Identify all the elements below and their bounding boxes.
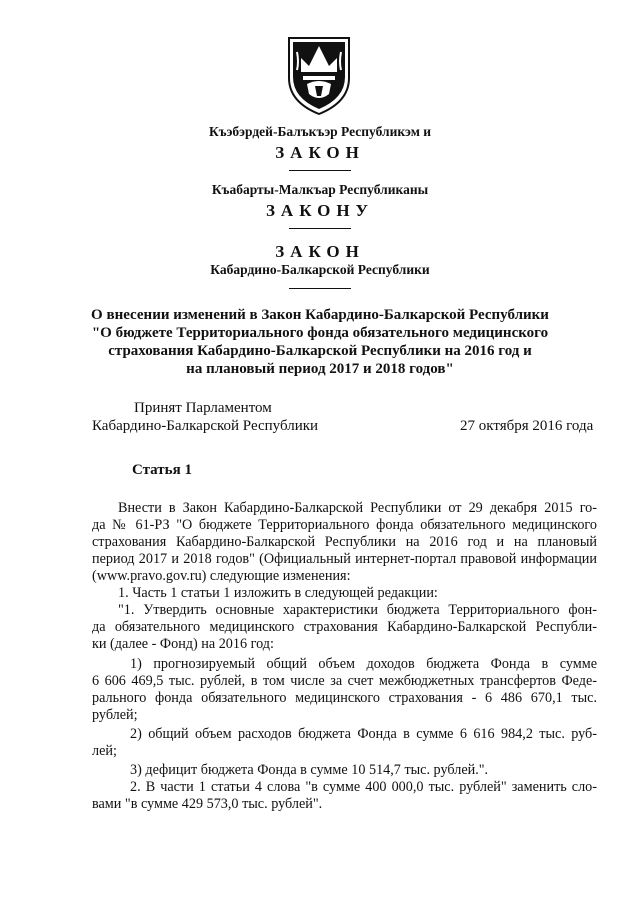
header-divider xyxy=(289,288,351,289)
article-body-line: 2. В части 1 статьи 4 слова "в сумме 400 000,0 тыс. рублей" заменить сло- xyxy=(130,779,597,795)
article-body-line: рублей; xyxy=(92,707,138,723)
header-zakon-kabardian: ЗАКОН xyxy=(275,143,365,162)
law-title-line: страхования Кабардино-Балкарской Республики на 2016 год и xyxy=(108,343,532,359)
header-zakon-balkar: ЗАКОНУ xyxy=(265,201,375,220)
article-body-line: 1) прогнозируемый общий объем доходов бюджета Фонда в сумме xyxy=(130,656,597,672)
coat-of-arms-emblem xyxy=(285,32,353,116)
article-body-line: 3) дефицит бюджета Фонда в сумме 10 514,7 тыс. рублей.". xyxy=(130,762,489,778)
article-body-line: 6 606 469,5 тыс. рублей, в том числе за счет межбюджетных трансфертов Феде- xyxy=(92,673,597,689)
article-body-line: ки (далее - Фонд) на 2016 год: xyxy=(92,636,274,652)
article-body-line: да обязательного медицинского страхования Кабардино-Балкарской Республи- xyxy=(92,619,597,635)
header-kabardian-republic: Къэбэрдей-Балъкъэр Республикэм и xyxy=(208,124,432,139)
header-russian-republic: Кабардино-Балкарской Республики xyxy=(210,262,430,277)
article-body-line: (www.pravo.gov.ru) следующие изменения: xyxy=(92,568,351,584)
article-body-line: лей; xyxy=(92,743,117,759)
article-body-line: Внести в Закон Кабардино-Балкарской Республики от 29 декабря 2015 го- xyxy=(118,500,597,516)
adoption-date: 27 октября 2016 года xyxy=(460,418,594,434)
article-body-line: страхования Кабардино-Балкарской Республики на 2016 год и на плановый xyxy=(92,534,597,550)
article-body-line: 2) общий объем расходов бюджета Фонда в сумме 6 616 984,2 тыс. руб- xyxy=(130,726,597,742)
article-body-line: рального фонда обязательного медицинского страхования - 6 486 670,1 тыс. xyxy=(92,690,597,706)
article-heading: Статья 1 xyxy=(132,462,192,478)
article-body-line: период 2017 и 2018 годов" (Официальный интернет-портал правовой информации xyxy=(92,551,597,567)
law-title-line: "О бюджете Территориального фонда обязательного медицинского xyxy=(91,325,549,341)
law-title-line: на плановый период 2017 и 2018 годов" xyxy=(186,361,454,377)
header-balkar-republic: Къабарты-Малкъар Республиканы xyxy=(211,182,429,197)
header-divider xyxy=(289,170,351,171)
article-body-line: вами "в сумме 429 573,0 тыс. рублей". xyxy=(92,796,323,812)
law-title-line: О внесении изменений в Закон Кабардино-Балкарской Республики xyxy=(91,307,549,323)
parliament-name: Кабардино-Балкарской Республики xyxy=(92,418,319,434)
article-body-line: "1. Утвердить основные характеристики бюджета Территориального фон- xyxy=(118,602,597,618)
article-body-line: 1. Часть 1 статьи 1 изложить в следующей редакции: xyxy=(118,585,438,601)
header-zakon-russian: ЗАКОН xyxy=(275,242,365,261)
article-body-line: да № 61-РЗ "О бюджете Территориального фонда обязательного медицинского xyxy=(92,517,597,533)
header-divider xyxy=(289,228,351,229)
adopted-by: Принят Парламентом xyxy=(134,400,272,416)
